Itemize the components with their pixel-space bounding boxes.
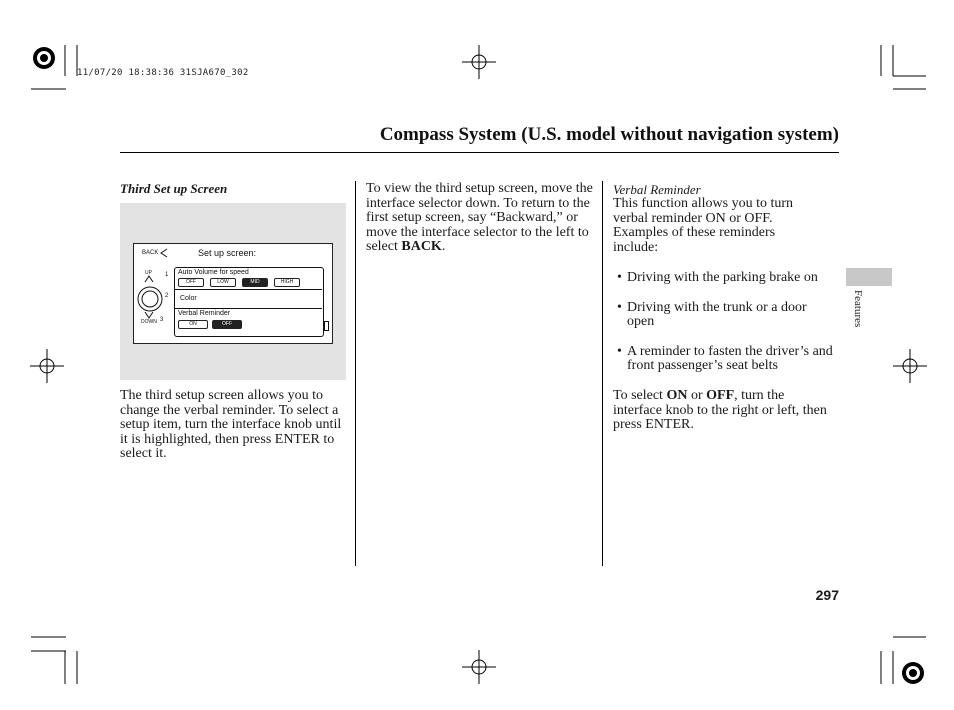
scrollbar [324, 321, 329, 331]
select-text-or: or [687, 388, 707, 403]
screen-header: Set up screen: [198, 248, 257, 258]
select-text-end: , turn the interface knob to the right or left, then press ENTER. [613, 388, 827, 433]
verbal-option-off: OFF [212, 320, 242, 329]
setup-screen-illustration [133, 243, 333, 344]
setup-item-color: Color [180, 295, 197, 302]
screen-page-2: 2 [165, 293, 169, 299]
reminder-list [613, 271, 841, 374]
list-item: • Driving with the trunk or a door open [613, 301, 827, 330]
verbal-reminder-caption: Verbal Reminder [613, 182, 701, 197]
print-stamp: 11/07/20 18:38:36 31SJA670_302 [77, 68, 249, 78]
screen-page-3: 3 [160, 317, 164, 323]
title-rule [120, 152, 839, 153]
auto-volume-option-low: LOW [210, 278, 236, 287]
down-arrow-icon [144, 311, 154, 319]
middle-paragraph [366, 182, 594, 255]
page-title: Compass System (U.S. model without navigation system) [379, 124, 839, 145]
off-keyword: OFF [706, 388, 735, 403]
section-tab [846, 268, 892, 286]
column-divider-right [602, 181, 603, 566]
on-keyword: ON [666, 388, 688, 403]
section-tab-label: Features [852, 290, 864, 328]
auto-volume-option-mid: MID [242, 278, 268, 287]
back-arrow-icon [159, 248, 169, 258]
registration-sunburst-bottom-right [902, 662, 924, 684]
list-divider [174, 308, 322, 309]
page-number: 297 [815, 587, 839, 603]
registration-sunburst-top-left [33, 47, 55, 69]
screen-down-label: DOWN [141, 319, 157, 325]
list-divider [174, 289, 322, 290]
setup-item-auto-volume: Auto Volume for speed [178, 269, 249, 276]
verbal-reminder-intro: This function allows you to turn verbal reminder ON or OFF. Examples of these reminders include: [613, 196, 794, 255]
select-text: To select [613, 388, 667, 403]
list-item: • Driving with the parking brake on [613, 271, 841, 286]
figure-caption: Third Set up Screen [120, 181, 228, 196]
verbal-option-on: ON [178, 320, 208, 329]
setup-item-verbal-reminder: Verbal Reminder [178, 310, 231, 317]
interface-knob-icon [136, 285, 164, 313]
list-item: • A reminder to fasten the driver’s and front passenger’s seat belts [613, 345, 837, 374]
auto-volume-option-high: HIGH [274, 278, 300, 287]
screen-up-label: UP [145, 270, 152, 276]
up-arrow-icon [144, 275, 154, 283]
screen-back-label: BACK [142, 250, 159, 256]
middle-paragraph-end: . [441, 239, 446, 255]
left-paragraph: The third setup screen allows you to change the verbal reminder. To select a setup item, turn the interface knob until it is highlighted, then press ENTER to select it. [120, 388, 342, 462]
middle-paragraph-text: To view the third setup screen, move the interface selector down. To return to the first setup screen, say “Backward,” or move the interface selector to the left to select [366, 181, 593, 255]
auto-volume-option-off: OFF [178, 278, 204, 287]
select-instructions [613, 389, 828, 433]
back-keyword: BACK [401, 239, 442, 255]
column-divider-left [355, 181, 356, 566]
screen-page-1: 1 [165, 272, 169, 278]
